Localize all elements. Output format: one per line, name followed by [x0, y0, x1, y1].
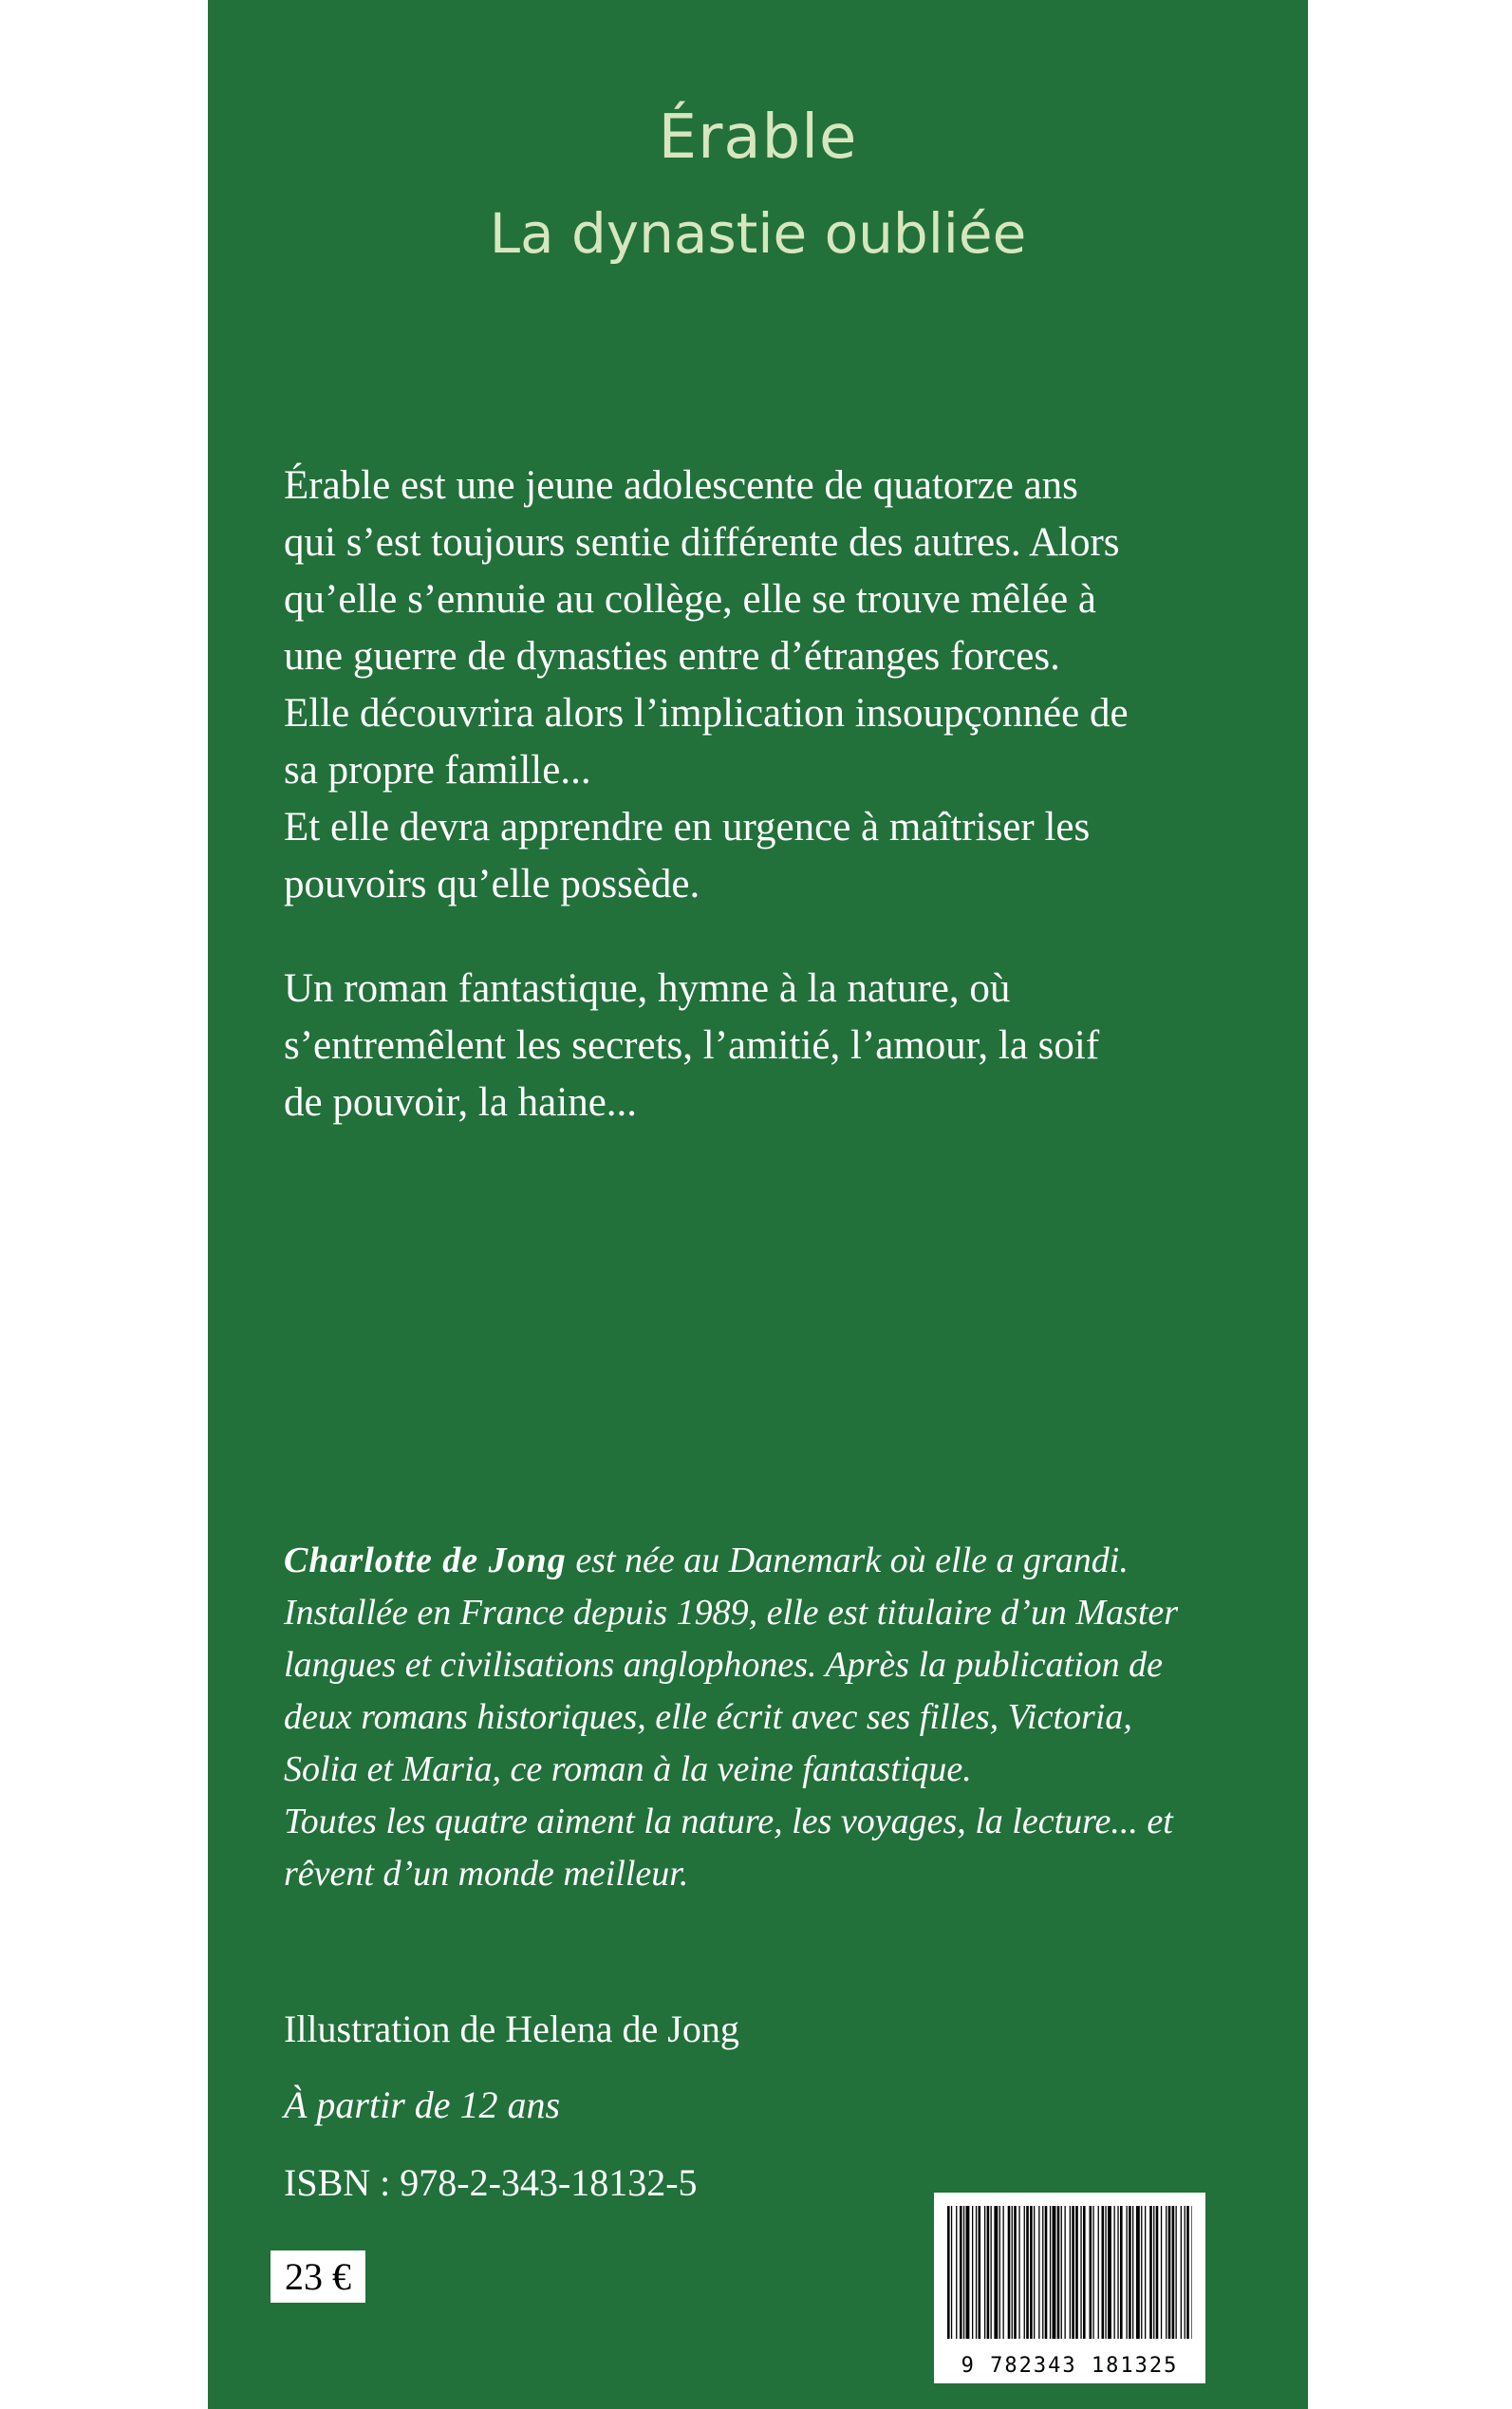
synopsis-line: Érable est une jeune adolescente de quatorze ans: [284, 463, 1078, 508]
barcode-bar: [1065, 2206, 1066, 2339]
book-title: Érable: [658, 103, 858, 173]
barcode-bar: [1129, 2206, 1131, 2339]
barcode-bar: [1105, 2206, 1106, 2339]
barcode-bar: [1042, 2206, 1043, 2339]
barcode-bar: [1092, 2206, 1093, 2339]
barcode-bar: [1120, 2206, 1123, 2339]
barcode-bar: [984, 2206, 985, 2339]
barcode-bar: [999, 2206, 1000, 2339]
barcode-bar: [1075, 2206, 1078, 2339]
maquette-credit: Maquette : Isabel Lavina: [1476, 2193, 1500, 2401]
barcode-bar: [1181, 2206, 1182, 2339]
author-bio-line: [284, 1535, 1236, 1587]
author-bio-first-line: est née au Danemark où elle a grandi.: [566, 1541, 1129, 1580]
barcode-bar: [1053, 2206, 1056, 2339]
barcode-bar: [1114, 2206, 1115, 2339]
barcode-bar: [1061, 2206, 1062, 2339]
barcode-bar: [1166, 2206, 1167, 2339]
barcode-bar: [976, 2206, 977, 2339]
barcode-bar: [1149, 2206, 1152, 2339]
barcode-bar: [1141, 2206, 1142, 2339]
pitch-line: de pouvoir, la haine...: [284, 1080, 638, 1125]
age-rating: À partir de 12 ans: [284, 2083, 561, 2126]
barcode-bar: [1098, 2206, 1099, 2339]
barcode-bar: [1176, 2206, 1177, 2339]
barcode-bar: [963, 2206, 964, 2339]
barcode-bar: [1168, 2206, 1171, 2339]
barcode-bar: [1108, 2206, 1111, 2339]
barcode-bar: [1024, 2206, 1025, 2339]
barcode-bar: [1102, 2206, 1105, 2339]
barcode: [934, 2193, 1205, 2383]
barcode-bar: [1003, 2206, 1004, 2339]
barcode-bar: [1008, 2206, 1011, 2339]
barcode-bar: [1156, 2206, 1159, 2339]
book-subtitle: La dynastie oubliée: [489, 201, 1027, 266]
author-bio-line: langues et civilisations anglophones. Après la publication de: [284, 1645, 1163, 1685]
synopsis-line: une guerre de dynasties entre d’étranges forces.: [284, 634, 1060, 679]
barcode-bar: [1072, 2206, 1074, 2339]
barcode-bar: [1191, 2206, 1192, 2339]
pitch: [284, 961, 1236, 1131]
author-bio-line: Solia et Maria, ce roman à la veine fantastique.: [284, 1749, 972, 1789]
author-bio: [284, 1535, 1236, 1900]
barcode-bar: [1026, 2206, 1029, 2339]
barcode-bar: [987, 2206, 990, 2339]
barcode-bar: [1132, 2206, 1133, 2339]
pitch-line: s’entremêlent les secrets, l’amitié, l’amour, la soif: [284, 1023, 1100, 1068]
barcode-bar: [1083, 2206, 1086, 2339]
illustration-credit: Illustration de Helena de Jong: [284, 2008, 739, 2050]
barcode-bar: [1186, 2206, 1189, 2339]
synopsis-line: sa propre famille...: [284, 748, 591, 793]
synopsis-line: qu’elle s’ennuie au collège, elle se trouve mêlée à: [284, 577, 1097, 622]
isbn: ISBN : 978-2-343-18132-5: [284, 2161, 698, 2204]
synopsis: [284, 458, 1236, 913]
barcode-bar: [1012, 2206, 1013, 2339]
barcode-bar: [1030, 2206, 1033, 2339]
synopsis-line: pouvoirs qu’elle possède.: [284, 862, 700, 906]
barcode-bar: [1127, 2206, 1128, 2339]
barcode-bar: [1034, 2206, 1035, 2339]
barcode-bar: [966, 2206, 970, 2339]
barcode-bar: [1050, 2206, 1051, 2339]
author-bio-line: Toutes les quatre aiment la nature, les voyages, la lecture... et: [284, 1802, 1173, 1841]
barcode-bar: [1070, 2206, 1071, 2339]
barcode-bar: [1161, 2206, 1162, 2339]
author-bio-line: rêvent d’un monde meilleur.: [284, 1854, 689, 1894]
barcode-bar: [1153, 2206, 1154, 2339]
barcode-bar: [1080, 2206, 1081, 2339]
barcode-bar: [979, 2206, 981, 2339]
barcode-bar: [1014, 2206, 1017, 2339]
synopsis-line: qui s’est toujours sentie différente des autres. Alors: [284, 520, 1120, 565]
author-name: Charlotte de Jong: [284, 1541, 567, 1580]
author-bio-line: Installée en France depuis 1989, elle est titulaire d’un Master: [284, 1593, 1179, 1633]
price-tag: 23 €: [271, 2250, 365, 2303]
barcode-bar: [1018, 2206, 1019, 2339]
barcode-bar: [1038, 2206, 1039, 2339]
barcode-bar: [1117, 2206, 1118, 2339]
barcode-bars: [947, 2206, 1192, 2339]
barcode-bar: [1057, 2206, 1060, 2339]
barcode-bar: [1090, 2206, 1092, 2339]
barcode-bar: [1172, 2206, 1175, 2339]
barcode-digits: 9 782343 181325: [961, 2354, 1179, 2378]
synopsis-line: Et elle devra apprendre en urgence à maîtriser les: [284, 805, 1091, 850]
author-bio-line: deux romans historiques, elle écrit avec ses filles, Victoria,: [284, 1697, 1132, 1737]
barcode-bar: [991, 2206, 992, 2339]
barcode-bar: [960, 2206, 962, 2339]
barcode-bar: [956, 2206, 957, 2339]
pitch-line: Un roman fantastique, hymne à la nature, où: [284, 966, 1011, 1011]
synopsis-line: Elle découvrira alors l’implication insoupçonnée de: [284, 691, 1129, 736]
barcode-bar: [1145, 2206, 1146, 2339]
back-cover: [208, 0, 1500, 2409]
barcode-bar: [972, 2206, 973, 2339]
barcode-bar: [994, 2206, 998, 2339]
barcode-bar: [1136, 2206, 1140, 2339]
barcode-bar: [947, 2206, 950, 2339]
barcode-bar: [951, 2206, 952, 2339]
barcode-bar: [1045, 2206, 1048, 2339]
